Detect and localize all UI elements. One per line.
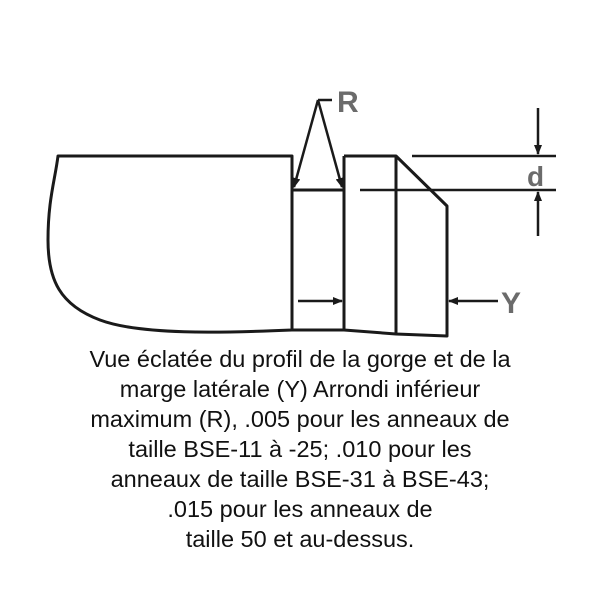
- radius-label: R: [337, 86, 359, 119]
- caption-line: Vue éclatée du profil de la gorge et de la: [89, 346, 511, 372]
- caption-line: anneaux de taille BSE-31 à BSE-43;: [110, 466, 490, 492]
- caption-line: maximum (R), .005 pour les anneaux de: [90, 406, 510, 432]
- radius-leader: [294, 100, 342, 187]
- shaft-body: [48, 156, 447, 336]
- caption-line: taille BSE-11 à -25; .010 pour les: [128, 436, 472, 462]
- depth-label: d: [527, 161, 545, 192]
- caption-line: taille 50 et au-dessus.: [185, 526, 415, 552]
- margin-label: Y: [501, 287, 522, 320]
- caption-line: .015 pour les anneaux de: [167, 496, 433, 522]
- figure-caption: [0, 344, 600, 554]
- caption-line: marge latérale (Y) Arrondi inférieur: [119, 376, 481, 402]
